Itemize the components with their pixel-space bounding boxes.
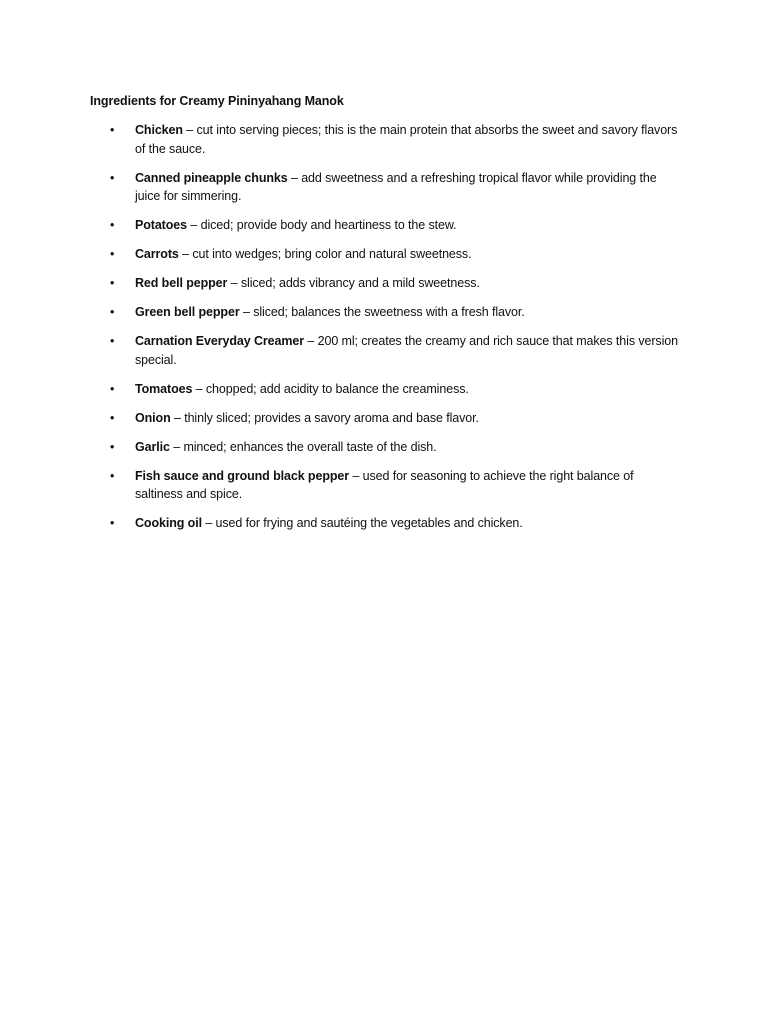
ingredient-name: Chicken	[135, 123, 183, 137]
ingredient-item	[90, 303, 680, 322]
ingredient-description: – sliced; balances the sweetness with a fresh flavor.	[239, 305, 525, 319]
ingredient-name: Carrots	[135, 247, 179, 261]
bullet-icon: •	[110, 381, 115, 396]
ingredient-description: – cut into serving pieces; this is the main protein that absorbs the sweet and savory flavors of the sauce.	[135, 123, 678, 156]
ingredient-item	[90, 245, 680, 264]
bullet-icon: •	[110, 468, 115, 483]
ingredient-description: – 200 ml; creates the creamy and rich sauce that makes this version special.	[135, 334, 678, 367]
ingredient-description: – sliced; adds vibrancy and a mild sweetness.	[227, 276, 480, 290]
bullet-icon: •	[110, 516, 115, 530]
ingredient-item	[90, 169, 680, 206]
bullet-icon: •	[110, 305, 115, 319]
document-content	[90, 92, 680, 543]
bullet-icon: •	[110, 410, 115, 425]
ingredient-item	[90, 467, 680, 504]
ingredient-name: Onion	[135, 410, 171, 425]
ingredient-name: Canned pineapple chunks	[135, 170, 288, 185]
ingredient-list	[90, 121, 680, 533]
bullet-icon: •	[110, 439, 115, 454]
ingredient-description: – add sweetness and a refreshing tropical flavor while providing the juice for simmering.	[135, 170, 657, 203]
bullet-icon: •	[110, 334, 115, 348]
ingredient-description: – used for frying and sautéing the vegetables and chicken.	[201, 516, 523, 530]
ingredient-item	[90, 332, 680, 369]
ingredient-item	[90, 380, 680, 399]
ingredient-description: – diced; provide body and heartiness to the stew.	[187, 218, 457, 232]
ingredient-description: – chopped; add acidity to balance the creaminess.	[192, 381, 469, 396]
ingredient-name: Green bell pepper	[135, 305, 240, 319]
ingredient-item	[90, 274, 680, 293]
ingredient-description: – cut into wedges; bring color and natural sweetness.	[178, 247, 472, 261]
ingredient-item	[90, 409, 680, 428]
ingredient-description: – thinly sliced; provides a savory aroma and base flavor.	[170, 410, 479, 425]
ingredient-name: Potatoes	[135, 218, 187, 232]
ingredient-item	[90, 514, 680, 533]
ingredient-description: – minced; enhances the overall taste of the dish.	[169, 439, 437, 454]
ingredient-name: Cooking oil	[135, 516, 202, 530]
bullet-icon: •	[110, 247, 115, 261]
ingredient-name: Fish sauce and ground black pepper	[135, 468, 350, 483]
ingredient-name: Garlic	[135, 439, 170, 454]
ingredient-description: – used for seasoning to achieve the right balance of saltiness and spice.	[135, 468, 634, 501]
ingredient-item	[90, 216, 680, 235]
ingredient-item	[90, 121, 680, 158]
bullet-icon: •	[110, 170, 115, 185]
bullet-icon: •	[110, 218, 115, 232]
bullet-icon: •	[110, 276, 115, 290]
ingredient-name: Red bell pepper	[135, 276, 228, 290]
ingredient-item	[90, 438, 680, 457]
bullet-icon: •	[110, 123, 115, 137]
document-title: Ingredients for Creamy Pininyahang Manok	[90, 94, 344, 108]
ingredient-name: Carnation Everyday Creamer	[135, 334, 305, 348]
ingredient-name: Tomatoes	[135, 381, 193, 396]
